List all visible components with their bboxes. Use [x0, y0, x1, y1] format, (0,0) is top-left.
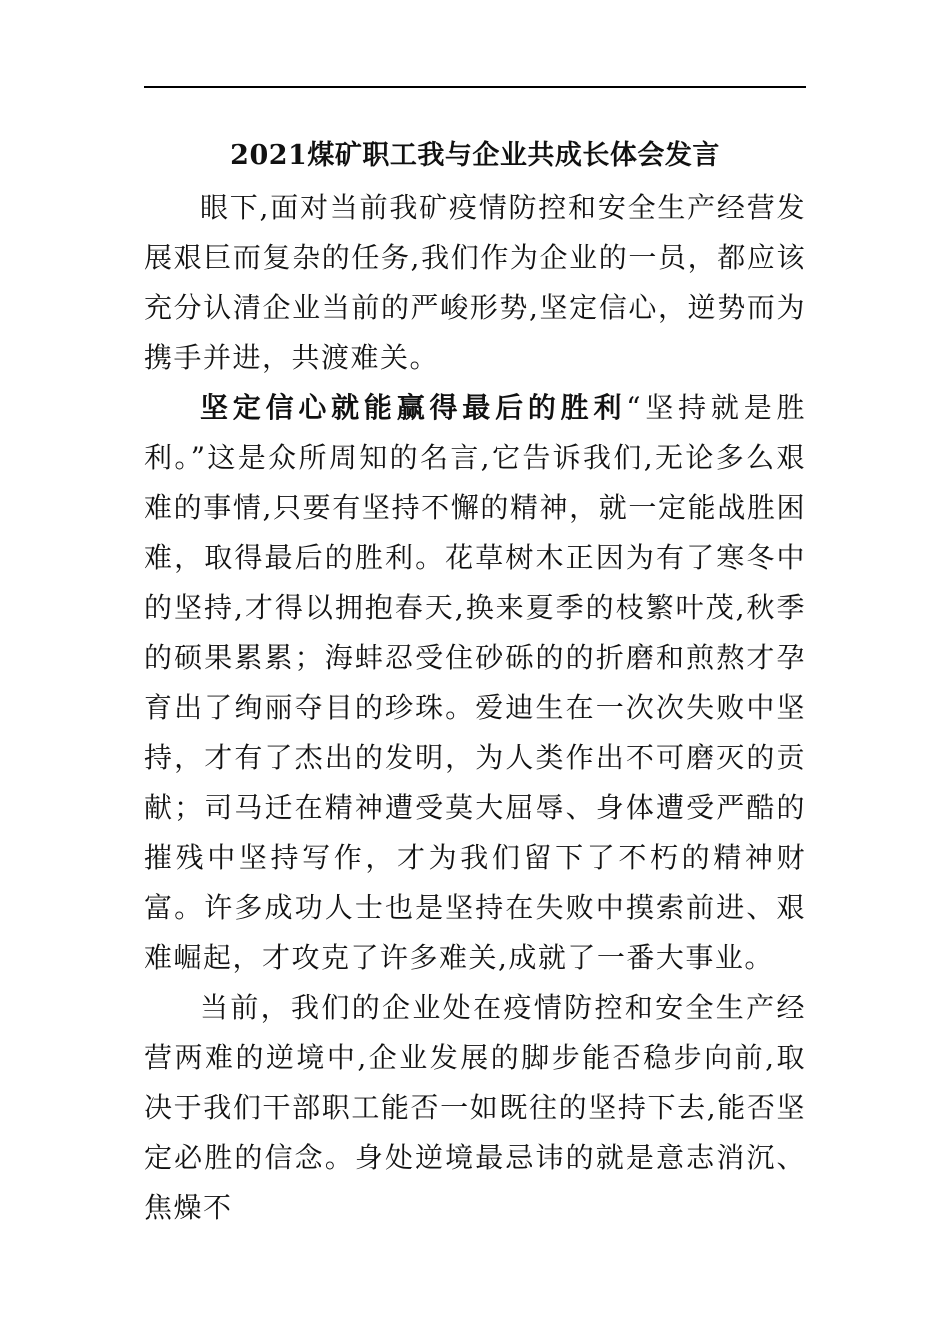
paragraph-3-text: 当前，我们的企业处在疫情防控和安全生产经营两难的逆境中,企业发展的脚步能否稳步向前,取决于我们干部职工能否一如既往的坚持下去,能否坚定必胜的信念。身处逆境最忌讳的就是意志消沉、焦燥不: [144, 991, 806, 1224]
paragraph-1: [144, 183, 806, 383]
paragraph-1-text: 眼下,面对当前我矿疫情防控和安全生产经营发展艰巨而复杂的任务,我们作为企业的一员，都应该充分认清企业当前的严峻形势,坚定信心，逆势而为携手并进，共渡难关。: [144, 191, 806, 374]
paragraph-2: [144, 383, 806, 983]
document-title: 2021煤矿职工我与企业共成长体会发言: [230, 140, 720, 171]
section-heading: 坚定信心就能赢得最后的胜利: [200, 391, 627, 424]
paragraph-2-text: “坚持就是胜利。”这是众所周知的名言,它告诉我们,无论多么艰难的事情,只要有坚持不懈的精神，就一定能战胜困难，取得最后的胜利。花草树木正因为有了寒冬中的坚持,才得以拥抱春天,换来夏季的枝繁叶茂,秋季的硕果累累；海蚌忍受住砂砾的的折磨和煎熬才孕育出了绚丽夺目的珍珠。爱迪生在一次次失败中坚持，才有了杰出的发明，为人类作出不可磨灭的贡献；司马迁在精神遭受莫大屈辱、身体遭受严酷的摧残中坚持写作，才为我们留下了不朽的精神财富。许多成功人士也是坚持在失败中摸索前进、艰难崛起，才攻克了许多难关,成就了一番大事业。: [144, 391, 806, 974]
document-body: [144, 183, 806, 1233]
paragraph-3: [144, 983, 806, 1233]
header-rule: [144, 86, 806, 88]
